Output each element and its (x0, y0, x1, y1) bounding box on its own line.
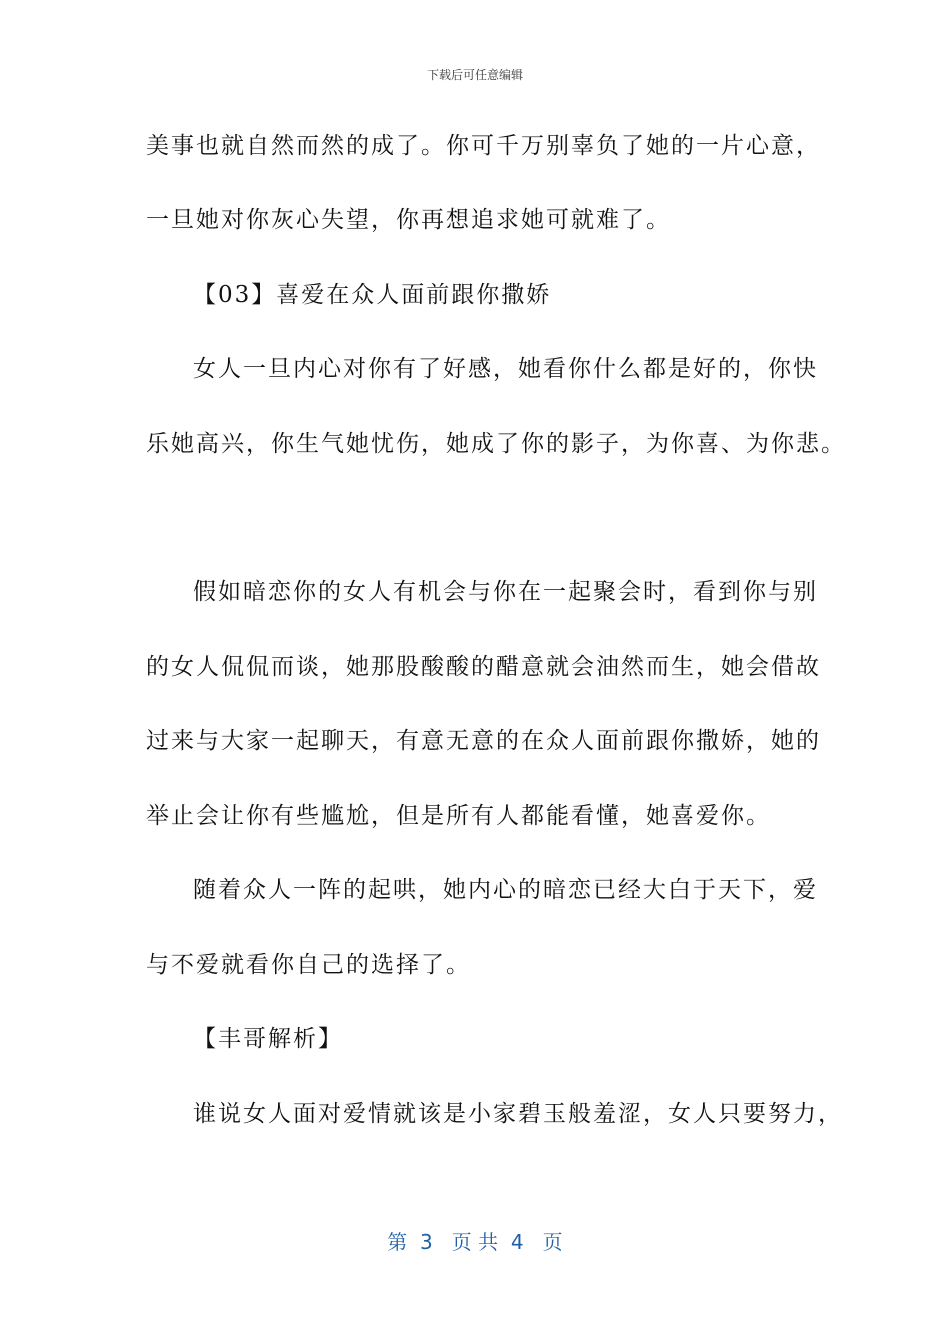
body-line-1: 美事也就自然而然的成了。你可千万别辜负了她的一片心意， (146, 133, 821, 159)
body-line-11: 与不爱就看你自己的选择了。 (146, 952, 471, 978)
page-header: 下载后可任意编辑 (426, 68, 523, 82)
body-line-10: 随着众人一阵的起哄，她内心的暗恋已经大白于天下，爱 (193, 877, 818, 903)
section-heading-analysis: 【丰哥解析】 (193, 1026, 343, 1052)
section-heading-03: 【03】喜爱在众人面前跟你撒娇 (193, 282, 552, 308)
body-line-2: 一旦她对你灰心失望，你再想追求她可就难了。 (146, 207, 671, 233)
body-line-5: 乐她高兴，你生气她忧伤，她成了你的影子，为你喜、为你悲。 (146, 431, 846, 457)
body-line-7: 的女人侃侃而谈，她那股酸酸的醋意就会油然而生，她会借故 (146, 654, 821, 680)
page-number-footer: 第 3 页 共 4 页 (387, 1230, 563, 1254)
body-line-13: 谁说女人面对爱情就该是小家碧玉般羞涩，女人只要努力， (193, 1101, 843, 1127)
body-line-8: 过来与大家一起聊天，有意无意的在众人面前跟你撒娇，她的 (146, 728, 821, 754)
body-line-4: 女人一旦内心对你有了好感，她看你什么都是好的，你快 (193, 356, 818, 382)
body-line-6: 假如暗恋你的女人有机会与你在一起聚会时，看到你与别 (193, 579, 818, 605)
body-line-9: 举止会让你有些尴尬，但是所有人都能看懂，她喜爱你。 (146, 803, 771, 829)
